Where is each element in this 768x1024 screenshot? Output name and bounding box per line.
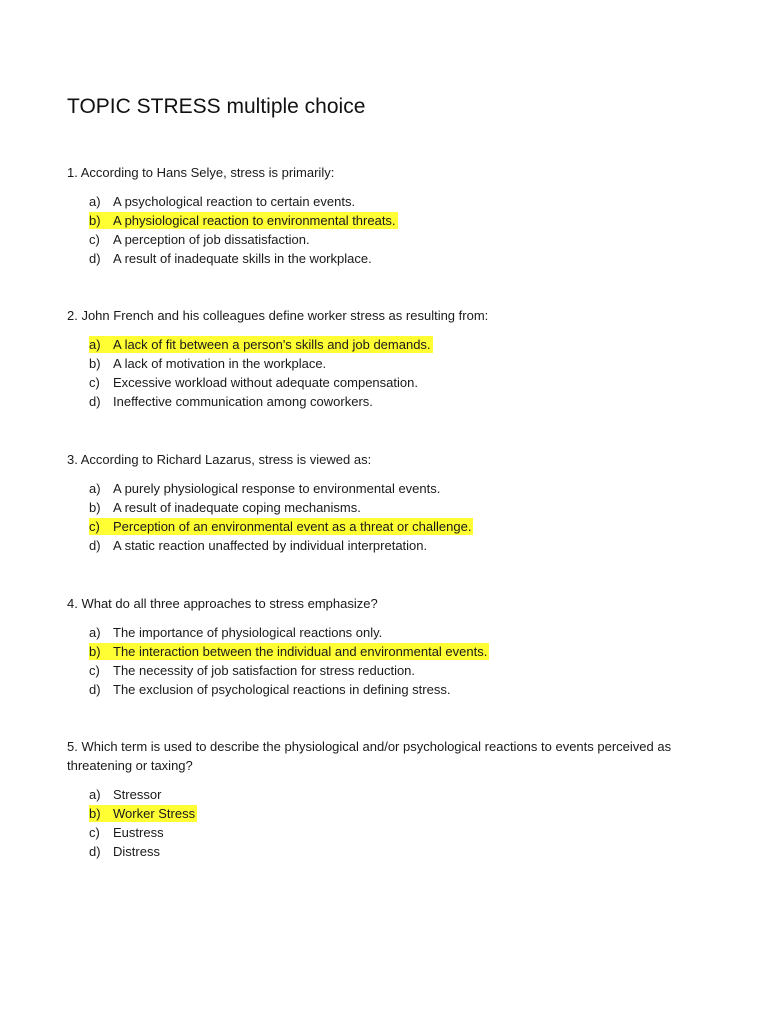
option-letter: b) (89, 500, 101, 515)
question-text: 4. What do all three approaches to stress emphasize? (67, 596, 378, 611)
option-text: The interaction between the individual and environmental events. (113, 644, 488, 659)
option-list (67, 335, 697, 411)
option-c (67, 373, 697, 392)
option-a (67, 335, 697, 354)
question-text: 2. John French and his colleagues define worker stress as resulting from: (67, 308, 489, 323)
option-letter: a) (89, 337, 101, 352)
option-d (67, 536, 697, 555)
option-letter: a) (89, 481, 101, 496)
option-letter: b) (89, 644, 101, 659)
option-list (67, 192, 697, 268)
option-b (67, 642, 697, 661)
option-text: A purely physiological response to environmental events. (113, 481, 441, 496)
option-text: A perception of job dissatisfaction. (113, 232, 310, 247)
option-list (67, 623, 697, 699)
option-text: A result of inadequate coping mechanisms. (113, 500, 361, 515)
option-a (67, 785, 697, 804)
option-d (67, 842, 697, 861)
option-c (67, 517, 697, 536)
option-text: Distress (113, 844, 160, 859)
option-text: Eustress (113, 825, 164, 840)
option-letter: a) (89, 787, 101, 802)
option-letter: d) (89, 844, 101, 859)
option-text: The exclusion of psychological reactions in defining stress. (113, 682, 451, 697)
question-2 (67, 306, 697, 411)
option-a (67, 192, 697, 211)
option-text: A psychological reaction to certain events. (113, 194, 356, 209)
document-title: TOPIC STRESS multiple choice (67, 95, 366, 118)
option-letter: d) (89, 682, 101, 697)
question-text: 5. Which term is used to describe the physiological and/or psychological reactions to events perceived as threatening or taxing? (67, 739, 672, 773)
question-text: 3. According to Richard Lazarus, stress is viewed as: (67, 452, 372, 467)
option-letter: a) (89, 625, 101, 640)
option-c (67, 823, 697, 842)
question-1 (67, 163, 697, 268)
option-text: Stressor (113, 787, 162, 802)
option-letter: c) (89, 663, 100, 678)
option-text: Worker Stress (113, 806, 196, 821)
option-list (67, 479, 697, 555)
option-d (67, 680, 697, 699)
option-text: Ineffective communication among coworkers. (113, 394, 373, 409)
question-5 (67, 737, 697, 861)
option-text: A static reaction unaffected by individual interpretation. (113, 538, 428, 553)
option-letter: d) (89, 251, 101, 266)
option-b (67, 354, 697, 373)
option-letter: c) (89, 232, 100, 247)
option-text: Excessive workload without adequate compensation. (113, 375, 418, 390)
option-a (67, 479, 697, 498)
option-b (67, 498, 697, 517)
option-text: A lack of fit between a person's skills and job demands. (113, 337, 431, 352)
option-text: A physiological reaction to environmental threats. (113, 213, 396, 228)
option-letter: b) (89, 356, 101, 371)
option-letter: b) (89, 806, 101, 821)
option-letter: a) (89, 194, 101, 209)
option-letter: c) (89, 375, 100, 390)
option-letter: b) (89, 213, 101, 228)
question-4 (67, 594, 697, 699)
option-b (67, 211, 697, 230)
question-3 (67, 450, 697, 555)
option-letter: c) (89, 519, 100, 534)
option-text: The importance of physiological reactions only. (113, 625, 383, 640)
option-text: Perception of an environmental event as a threat or challenge. (113, 519, 472, 534)
option-text: A result of inadequate skills in the workplace. (113, 251, 372, 266)
option-a (67, 623, 697, 642)
question-text: 1. According to Hans Selye, stress is primarily: (67, 165, 335, 180)
option-text: The necessity of job satisfaction for stress reduction. (113, 663, 416, 678)
option-letter: d) (89, 394, 101, 409)
option-c (67, 661, 697, 680)
option-list (67, 785, 697, 861)
option-letter: d) (89, 538, 101, 553)
option-text: A lack of motivation in the workplace. (113, 356, 327, 371)
option-d (67, 392, 697, 411)
option-d (67, 249, 697, 268)
option-c (67, 230, 697, 249)
option-letter: c) (89, 825, 100, 840)
option-b (67, 804, 697, 823)
